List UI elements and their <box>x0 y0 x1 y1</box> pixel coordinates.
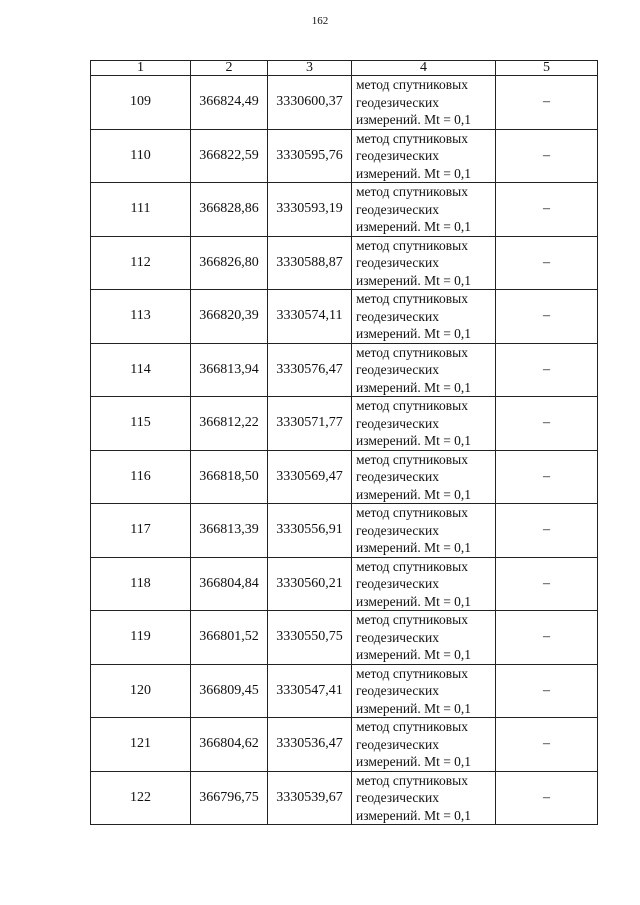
point-number-cell: 114 <box>91 343 191 397</box>
y-coordinate-cell: 3330550,75 <box>268 611 352 665</box>
point-number-cell: 110 <box>91 129 191 183</box>
method-line-1: метод спутниковых <box>356 77 468 92</box>
method-line-1: метод спутниковых <box>356 184 468 199</box>
y-coordinate-cell: 3330600,37 <box>268 76 352 130</box>
method-cell <box>352 718 496 772</box>
method-line-2: геодезических <box>356 255 439 270</box>
point-number-cell: 112 <box>91 236 191 290</box>
method-line-1: метод спутниковых <box>356 291 468 306</box>
x-coordinate-cell: 366813,94 <box>191 343 268 397</box>
method-line-3: измерений. Mt = 0,1 <box>356 112 472 127</box>
table-row <box>91 343 598 397</box>
point-number-cell: 109 <box>91 76 191 130</box>
note-cell: – <box>496 76 598 130</box>
note-cell: – <box>496 290 598 344</box>
x-coordinate-cell: 366796,75 <box>191 771 268 825</box>
y-coordinate-cell: 3330569,47 <box>268 450 352 504</box>
point-number-cell: 111 <box>91 183 191 237</box>
method-line-2: геодезических <box>356 629 439 645</box>
header-cell-4: 4 <box>352 61 496 76</box>
method-line-1: метод спутниковых <box>356 665 468 681</box>
method-line-2: геодезических <box>356 308 439 324</box>
note-cell: – <box>496 718 598 772</box>
y-coordinate-cell: 3330556,91 <box>268 504 352 558</box>
table-row <box>91 611 598 665</box>
y-coordinate-cell: 3330560,21 <box>268 557 352 611</box>
point-number-cell: 116 <box>91 450 191 504</box>
header-cell-3: 3 <box>268 61 352 76</box>
table-row <box>91 504 598 558</box>
method-line-1: метод спутниковых <box>356 398 468 413</box>
method-cell <box>352 611 496 665</box>
method-line-1: метод спутниковых <box>356 772 468 788</box>
method-line-3: измерений. Mt = 0,1 <box>356 647 472 662</box>
note-cell: – <box>496 129 598 183</box>
point-number-cell: 122 <box>91 771 191 825</box>
note-cell: – <box>496 343 598 397</box>
method-line-2: геодезических <box>356 148 439 163</box>
y-coordinate-cell: 3330588,87 <box>268 236 352 290</box>
method-line-3: измерений. Mt = 0,1 <box>356 379 472 395</box>
table-row <box>91 557 598 611</box>
note-cell: – <box>496 450 598 504</box>
x-coordinate-cell: 366820,39 <box>191 290 268 344</box>
method-line-2: геодезических <box>356 94 439 110</box>
method-cell <box>352 343 496 397</box>
method-cell <box>352 397 496 451</box>
x-coordinate-cell: 366824,49 <box>191 76 268 130</box>
x-coordinate-cell: 366818,50 <box>191 450 268 504</box>
method-line-2: геодезических <box>356 790 439 805</box>
method-line-3: измерений. Mt = 0,1 <box>356 540 472 555</box>
note-cell: – <box>496 611 598 665</box>
method-line-3: измерений. Mt = 0,1 <box>356 165 472 181</box>
note-cell: – <box>496 397 598 451</box>
table-row <box>91 129 598 183</box>
x-coordinate-cell: 366804,84 <box>191 557 268 611</box>
y-coordinate-cell: 3330539,67 <box>268 771 352 825</box>
method-cell <box>352 504 496 558</box>
point-number-cell: 120 <box>91 664 191 718</box>
method-cell <box>352 664 496 718</box>
header-row <box>91 61 598 76</box>
method-line-2: геодезических <box>356 469 439 484</box>
header-cell-5: 5 <box>496 61 598 76</box>
table-row <box>91 397 598 451</box>
method-line-3: измерений. Mt = 0,1 <box>356 219 472 234</box>
point-number-cell: 115 <box>91 397 191 451</box>
y-coordinate-cell: 3330571,77 <box>268 397 352 451</box>
method-cell <box>352 236 496 290</box>
point-number-cell: 121 <box>91 718 191 772</box>
table-row <box>91 450 598 504</box>
x-coordinate-cell: 366812,22 <box>191 397 268 451</box>
method-line-1: метод спутниковых <box>356 558 468 574</box>
header-cell-1: 1 <box>91 61 191 76</box>
x-coordinate-cell: 366822,59 <box>191 129 268 183</box>
note-cell: – <box>496 557 598 611</box>
method-line-1: метод спутниковых <box>356 344 468 360</box>
method-line-3: измерений. Mt = 0,1 <box>356 754 472 769</box>
method-cell <box>352 183 496 237</box>
x-coordinate-cell: 366801,52 <box>191 611 268 665</box>
y-coordinate-cell: 3330595,76 <box>268 129 352 183</box>
x-coordinate-cell: 366826,80 <box>191 236 268 290</box>
x-coordinate-cell: 366804,62 <box>191 718 268 772</box>
method-line-1: метод спутниковых <box>356 451 468 467</box>
method-line-2: геодезических <box>356 201 439 217</box>
method-line-3: измерений. Mt = 0,1 <box>356 486 472 502</box>
method-cell <box>352 76 496 130</box>
method-line-3: измерений. Mt = 0,1 <box>356 593 472 609</box>
page-number: 162 <box>311 15 329 27</box>
table-row <box>91 76 598 130</box>
method-cell <box>352 557 496 611</box>
method-line-2: геодезических <box>356 415 439 431</box>
method-line-2: геодезических <box>356 522 439 538</box>
table-row <box>91 718 598 772</box>
coordinates-table <box>90 60 598 825</box>
point-number-cell: 113 <box>91 290 191 344</box>
x-coordinate-cell: 366828,86 <box>191 183 268 237</box>
table-header <box>91 61 598 76</box>
method-line-2: геодезических <box>356 736 439 752</box>
note-cell: – <box>496 183 598 237</box>
note-cell: – <box>496 771 598 825</box>
y-coordinate-cell: 3330593,19 <box>268 183 352 237</box>
table-body <box>91 76 598 825</box>
point-number-cell: 117 <box>91 504 191 558</box>
header-cell-2: 2 <box>191 61 268 76</box>
table-row <box>91 771 598 825</box>
method-line-3: измерений. Mt = 0,1 <box>356 272 472 288</box>
method-line-1: метод спутниковых <box>356 130 468 146</box>
x-coordinate-cell: 366813,39 <box>191 504 268 558</box>
method-cell <box>352 290 496 344</box>
point-number-cell: 118 <box>91 557 191 611</box>
method-line-1: метод спутниковых <box>356 719 468 734</box>
y-coordinate-cell: 3330576,47 <box>268 343 352 397</box>
x-coordinate-cell: 366809,45 <box>191 664 268 718</box>
note-cell: – <box>496 664 598 718</box>
method-line-2: геодезических <box>356 362 439 377</box>
y-coordinate-cell: 3330547,41 <box>268 664 352 718</box>
method-line-3: измерений. Mt = 0,1 <box>356 326 472 341</box>
method-line-1: метод спутниковых <box>356 612 468 627</box>
method-cell <box>352 450 496 504</box>
point-number-cell: 119 <box>91 611 191 665</box>
method-line-3: измерений. Mt = 0,1 <box>356 807 472 823</box>
method-line-1: метод спутниковых <box>356 237 468 253</box>
method-line-2: геодезических <box>356 683 439 698</box>
table-row <box>91 236 598 290</box>
table-row <box>91 290 598 344</box>
method-cell <box>352 129 496 183</box>
y-coordinate-cell: 3330574,11 <box>268 290 352 344</box>
method-cell <box>352 771 496 825</box>
method-line-3: измерений. Mt = 0,1 <box>356 700 472 716</box>
note-cell: – <box>496 504 598 558</box>
note-cell: – <box>496 236 598 290</box>
table-row <box>91 183 598 237</box>
table-row <box>91 664 598 718</box>
method-line-3: измерений. Mt = 0,1 <box>356 433 472 448</box>
method-line-1: метод спутниковых <box>356 505 468 520</box>
method-line-2: геодезических <box>356 576 439 591</box>
y-coordinate-cell: 3330536,47 <box>268 718 352 772</box>
